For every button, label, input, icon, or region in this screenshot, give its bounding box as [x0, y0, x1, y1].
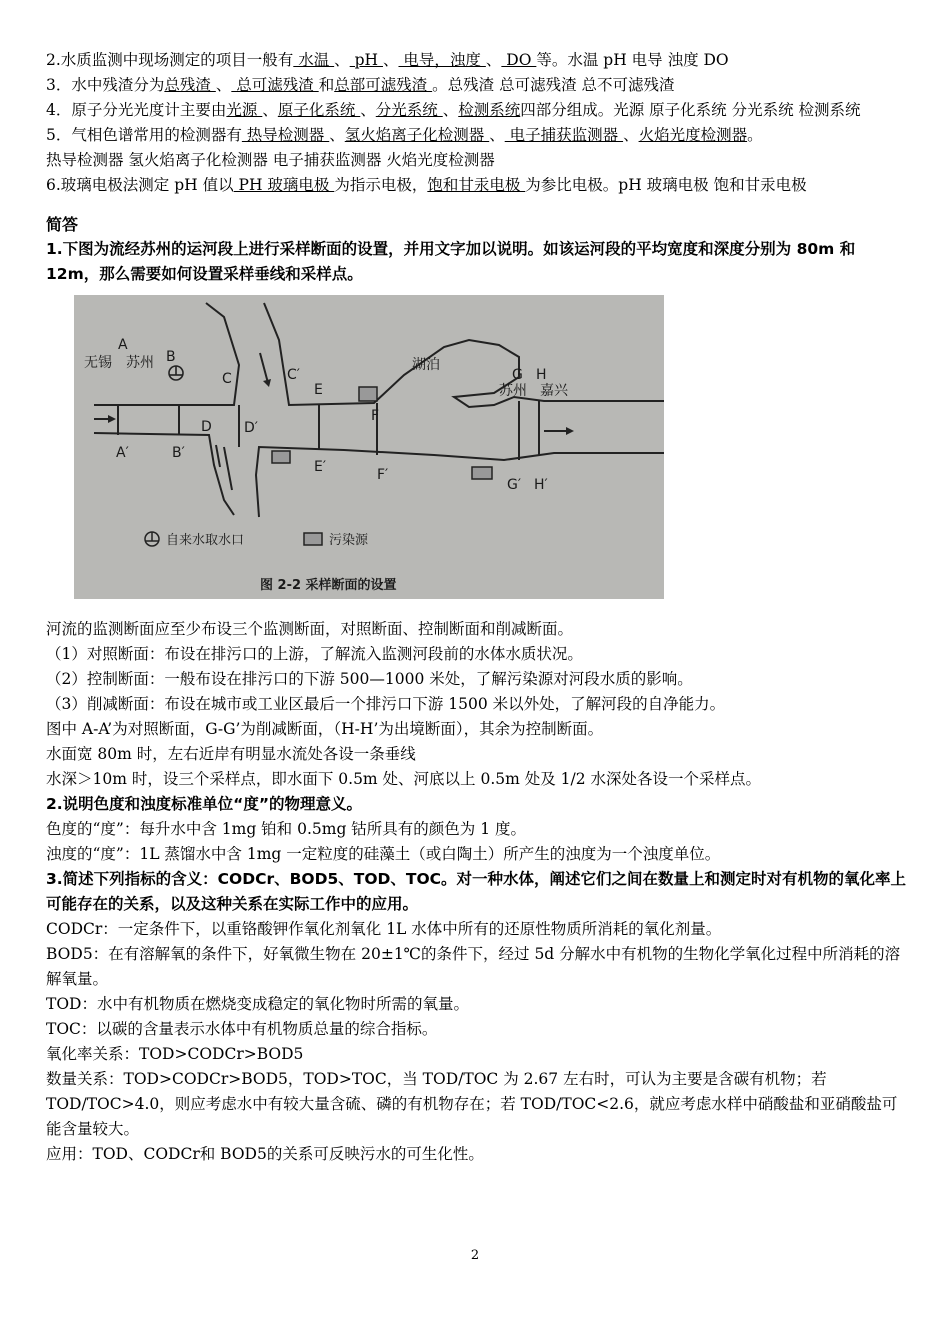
upper-bank-right: [264, 303, 664, 407]
label-F: F: [371, 408, 380, 424]
inflow-arrow-icon: [263, 379, 271, 387]
river-diagram: [74, 295, 664, 599]
label-wuxi: 无锡: [84, 355, 112, 371]
q1-answer-5: 图中 A-A’为对照断面，G-G’为削减断面，（H-H’为出境断面），其余为控制断面。: [46, 720, 604, 738]
page-number: 2: [470, 1248, 480, 1263]
section-title: 简答: [46, 215, 79, 234]
legend-pollution-label: 污染源: [329, 533, 369, 548]
label-lake: 湖泊: [412, 357, 440, 373]
q3-answer-1: CODCr：一定条件下，以重铬酸钾作氧化剂氧化 1L 水体中所有的还原性物质所消耗的氧化剂量。: [46, 920, 722, 938]
fill-line-3: 3．水中残渣分为总残渣 、 总可滤残渣 和总部可滤残渣 。总残渣 总可滤残渣 总不可滤残渣: [46, 76, 675, 94]
q1-answer-3: （2）控制断面：一般布设在排污口的下游 500—1000 米处，了解污染源对河段水质的影响。: [46, 670, 693, 688]
label-F-prime: F′: [377, 467, 389, 483]
q3-answer-3: TOD：水中有机物质在燃烧变成稳定的氧化物时所需的氧量。: [46, 995, 469, 1013]
q3-answer-2: BOD5：在有溶解氧的条件下，好氧微生物在 20±1℃的条件下，经过 5d 分解水中有机物的生物化学氧化过程中所消耗的溶解氧量。: [46, 945, 901, 988]
flow-arrow-icon: [566, 427, 574, 435]
fill-line-5-answer: 热导检测器 氢火焰离子化检测器 电子捕获监测器 火焰光度检测器: [46, 151, 495, 169]
label-H: H: [536, 367, 547, 383]
question-2-title: 2.说明色度和浊度标准单位“度”的物理意义。: [46, 795, 363, 813]
q3-answer-4: TOC：以碳的含量表示水体中有机物质总量的综合指标。: [46, 1020, 438, 1038]
label-A-prime: A′: [116, 445, 129, 461]
label-B: B: [166, 349, 176, 365]
label-D: D: [201, 419, 212, 435]
q2-answer-1: 色度的“度”：每升水中含 1mg 铂和 0.5mg 钴所具有的颜色为 1 度。: [46, 820, 527, 838]
legend-intake-label: 自来水取水口: [166, 533, 245, 548]
q1-answer-1: 河流的监测断面应至少布设三个监测断面，对照断面、控制断面和削减断面。: [46, 620, 574, 638]
label-B-prime: B′: [172, 445, 185, 461]
label-G: G: [512, 367, 523, 383]
legend-intake-icon: [145, 532, 159, 546]
fill-line-2: 2.水质监测中现场测定的项目一般有 水温 、 pH 、 电导，浊度 、 DO 等。水温 pH 电导 浊度 DO: [46, 51, 729, 69]
figure-caption: 图 2-2 采样断面的设置: [260, 578, 397, 593]
label-C-prime: C′: [287, 367, 300, 383]
q1-answer-6: 水面宽 80m 时，左右近岸有明显水流处各设一条垂线: [46, 745, 416, 763]
label-jiaxing: 嘉兴: [540, 383, 568, 399]
document-page: [46, 48, 908, 1167]
label-C: C: [222, 371, 232, 387]
label-E: E: [314, 382, 323, 398]
q3-answer-7: 应用：TOD、CODCr和 BOD5的关系可反映污水的可生化性。: [46, 1145, 484, 1163]
label-suzhou: 苏州: [126, 355, 154, 371]
q3-answer-5: 氧化率关系：TOD>CODCr>BOD5: [46, 1045, 304, 1063]
label-G-prime: G′: [507, 477, 522, 493]
q1-answer-7: 水深＞10m 时，设三个采样点，即水面下 0.5m 处、河底以上 0.5m 处及 1/2 水深处各设一个采样点。: [46, 770, 762, 788]
lower-bank-left: [94, 433, 234, 515]
fill-line-4: 4．原子分光光度计主要由光源 、原子化系统 、分光系统 、检测系统四部分组成。光源 原子化系统 分光系统 检测系统: [46, 101, 861, 119]
water-intake-icon: [169, 366, 183, 380]
fill-line-6: 6.玻璃电极法测定 pH 值以 PH 玻璃电极 为指示电极，饱和甘汞电极 为参比电极。pH 玻璃电极 饱和甘汞电极: [46, 176, 807, 194]
q1-answer-4: （3）削减断面：布设在城市或工业区最后一个排污口下游 1500 米以外处，了解河段的自净能力。: [46, 695, 726, 713]
fill-line-5: 5．气相色谱常用的检测器有 热导检测器 、氢火焰离子化检测器 、 电子捕获监测器 、火焰光度检测器。: [46, 126, 763, 144]
label-H-prime: H′: [534, 477, 548, 493]
flow-arrow-icon: [108, 415, 116, 423]
q3-answer-6: 数量关系：TOD>CODCr>BOD5，TOD>TOC，当 TOD/TOC 为 2.67 左右时，可认为主要是含碳有机物；若 TOD/TOC>4.0，则应考虑水中有较大量含硫、磷的有机物存在；若 TOD/TOC<2.6，就应考虑水样中硝酸盐和亚硝酸盐可能含量较大。: [46, 1070, 898, 1138]
label-E-prime: E′: [314, 459, 327, 475]
question-3-title: 3.简述下列指标的含义：CODCr、BOD5、TOD、TOC。对一种水体，阐述它们之间在数量上和测定时对有机物的氧化率上可能存在的关系，以及这种关系在实际工作中的应用。: [46, 870, 906, 913]
lower-bank-right: [256, 447, 664, 517]
question-1-title: 1.下图为流经苏州的运河段上进行采样断面的设置，并用文字加以说明。如该运河段的平均宽度和深度分别为 80m 和 12m，那么需要如何设置采样垂线和采样点。: [46, 240, 856, 283]
q1-answer-2: （1）对照断面：布设在排污口的上游，了解流入监测河段前的水体水质状况。: [46, 645, 583, 663]
label-A: A: [118, 337, 128, 353]
label-suzhou-east: 苏州: [499, 383, 527, 399]
label-D-prime: D′: [244, 420, 258, 436]
q2-answer-2: 浊度的“度”：1L 蒸馏水中含 1mg 一定粒度的硅藻土（或白陶土）所产生的浊度为一个浊度单位。: [46, 845, 721, 863]
legend-pollution-icon: [304, 533, 322, 545]
sampling-section-figure: [74, 295, 664, 599]
